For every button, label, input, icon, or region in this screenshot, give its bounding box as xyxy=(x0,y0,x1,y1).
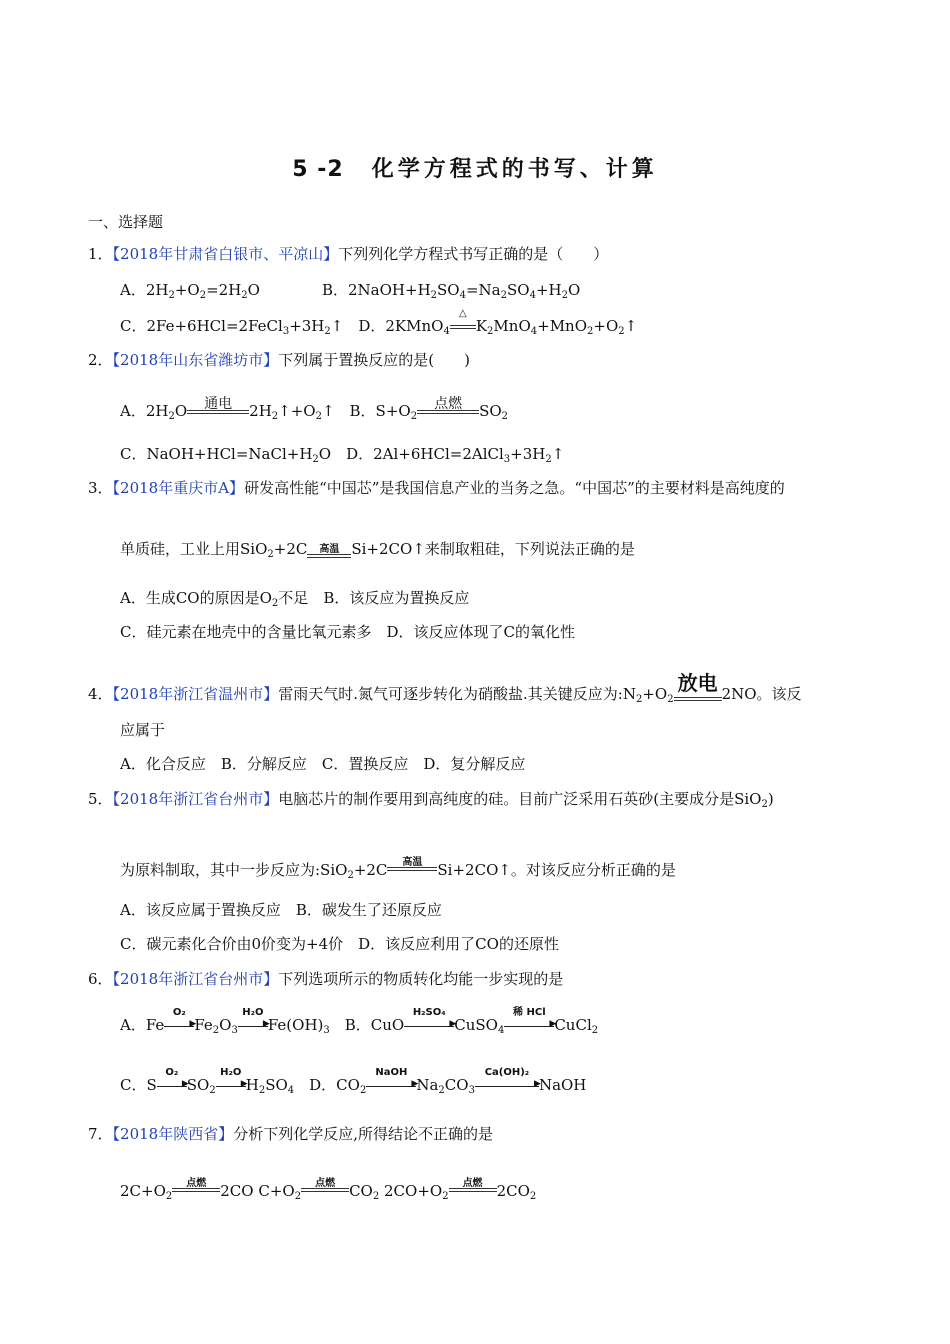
question-1: 1．【2018年甘肃省白银市、平凉山】下列列化学方程式书写正确的是（ ） xyxy=(88,245,609,263)
q3-options-cd: C．硅元素在地壳中的含量比氧元素多 D．该反应体现了C的氧化性 xyxy=(120,623,576,641)
q4-stem-line2: 应属于 xyxy=(120,721,166,739)
q5-options-ab: A．该反应属于置换反应 B．碳发生了还原反应 xyxy=(120,901,442,919)
section-heading: 一、选择题 xyxy=(88,213,164,231)
q1-options-cd: C．$2Fe+6HCl=2FeCl_3+3H_2↑$ D．2KMnO$_4$ △ $K_2MnO_4+MnO_2+O_2↑$ xyxy=(120,308,638,337)
question-7: 7．【2018年陕西省】分析下列化学反应,所得结论不正确的是 xyxy=(88,1125,494,1143)
q2-options-ab: A．$2H_2O$ 通电 $2H_2↑+O_2↑$ B．$S+O_2$ 点燃 $SO_2$ xyxy=(120,396,509,422)
question-5: 5．【2018年浙江省台州市】电脑芯片的制作要用到高纯度的硅。目前广泛采用石英砂(主要成分是SiO$_2$) xyxy=(88,790,774,810)
question-3: 3．【2018年重庆市A】研发高性能“中国芯”是我国信息产业的当务之急。“中国芯”的主要材料是高纯度的 xyxy=(88,479,785,497)
q5-options-cd: C．碳元素化合价由0价变为+4价 D．该反应利用了CO的还原性 xyxy=(120,935,559,953)
q2-options-cd: C．$NaOH+HCl=NaCl+H_2O$ D．$2Al+6HCl=2AlCl_3+3H_2↑$ xyxy=(120,445,565,465)
q1-options-ab: A．$2H_2+O_2=2H_2O$ B．$2NaOH+H_2SO_4=Na_2SO_4+H_2O$ xyxy=(120,281,581,301)
q3-stem-line2: 单质硅，工业上用SiO$_2$+2C 高温 Si+2CO↑来制取粗硅，下列说法正确的是 xyxy=(120,540,635,560)
page-title: 5 -2 化学方程式的书写、计算 xyxy=(292,157,658,182)
question-4: 4．【2018年浙江省温州市】雷雨天气时.氮气可逐步转化为硝酸盐.其关键反应为$:N_2+O_2$ 放电 2NO。该反 xyxy=(88,671,802,705)
q5-stem-line2: 为原料制取，其中一步反应为:SiO$_2$+2C 高温 Si+2CO↑。对该反应分析正确的是 xyxy=(120,857,676,881)
q7-equations: $2C+O_2$ 点燃 2CO $C+O_2$ 点燃 $CO_2$ $2CO+O_2$ 点燃 $2CO_2$ xyxy=(120,1178,537,1202)
q6-options-ab: A．Fe O₂ ▶ $Fe_2O_3$ H₂O ▶ $Fe(OH)_3$ B．CuO H₂SO₄ ▶ CuSO$_4$ 稀 HCl ▶ CuCl$_2$ xyxy=(120,1007,599,1036)
q3-options-ab: A．生成CO的原因是$O_2$不足 B．该反应为置换反应 xyxy=(120,589,470,609)
question-2: 2．【2018年山东省潍坊市】下列属于置换反应的是( ) xyxy=(88,351,470,369)
q6-options-cd: C．S O₂ ▶ $SO_2$ H₂O ▶ $H_2SO_4$ D．$CO_2$ NaOH ▶ $Na_2CO_3$ Ca(OH)₂ ▶ NaOH xyxy=(120,1067,587,1096)
question-6: 6．【2018年浙江省台州市】下列选项所示的物质转化均能一步实现的是 xyxy=(88,970,564,988)
q4-options: A．化合反应 B．分解反应 C．置换反应 D．复分解反应 xyxy=(120,755,526,773)
